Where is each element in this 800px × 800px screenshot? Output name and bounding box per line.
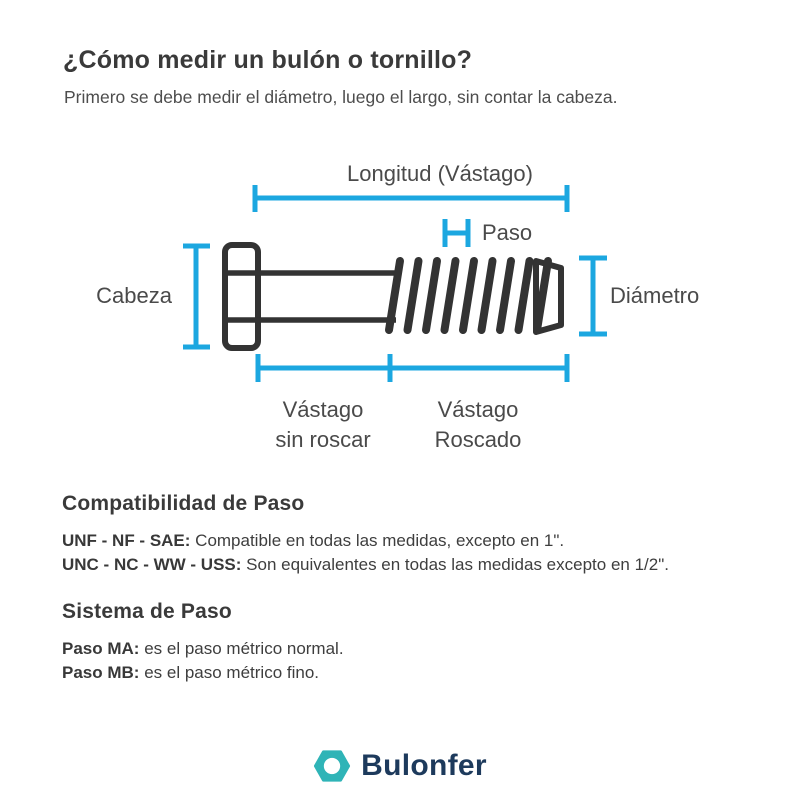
label-threaded-shank-line2: Roscado: [434, 427, 522, 452]
label-threaded-shank: [407, 395, 549, 455]
label-head: Cabeza: [96, 283, 172, 308]
label-plain-shank: [252, 395, 394, 455]
dimension-diameter: [579, 258, 607, 334]
dimension-head: [183, 246, 210, 347]
bolt-threads: [389, 261, 548, 330]
label-pitch: Paso: [482, 220, 533, 245]
label-threaded-shank-line1: Vástago: [437, 397, 519, 422]
compat-item-unf: [62, 529, 669, 553]
hex-nut-icon: [313, 747, 351, 785]
section-pitch-compatibility: [62, 492, 669, 576]
label-length: Longitud (Vástago): [347, 161, 533, 186]
term: UNC - NC - WW - USS:: [62, 554, 242, 574]
label-plain-shank-line2: sin roscar: [275, 427, 371, 452]
brand-logo: [0, 747, 800, 785]
description: Compatible en todas las medidas, excepto en 1".: [190, 531, 565, 550]
description: es el paso métrico normal.: [139, 639, 344, 658]
description: es el paso métrico fino.: [139, 662, 319, 682]
section-heading: Sistema de Paso: [62, 600, 232, 623]
description: Son equivalentes en todas las medidas excepto en 1/2".: [241, 554, 669, 574]
dimension-length: [255, 185, 567, 212]
term: Paso MB:: [62, 662, 140, 682]
bolt-head: [225, 245, 258, 348]
term: Paso MA:: [62, 639, 140, 658]
page-title: ¿Cómo medir un bulón o tornillo?: [63, 46, 473, 74]
compat-item-unc: [62, 553, 669, 577]
label-diameter: Diámetro: [610, 283, 700, 308]
dimension-shank: [258, 354, 567, 382]
bolt-drawing: [225, 245, 561, 348]
page-subtitle: Primero se debe medir el diámetro, luego el largo, sin contar la cabeza.: [64, 87, 618, 107]
system-item-ma: [62, 637, 344, 661]
dimension-pitch: [445, 219, 468, 247]
section-heading: Compatibilidad de Paso: [62, 492, 305, 515]
section-pitch-system: [62, 600, 344, 684]
label-plain-shank-line1: Vástago: [282, 397, 364, 422]
brand-name: Bulonfer: [361, 749, 487, 782]
system-item-mb: [62, 661, 344, 685]
term: UNF - NF - SAE:: [62, 531, 191, 550]
